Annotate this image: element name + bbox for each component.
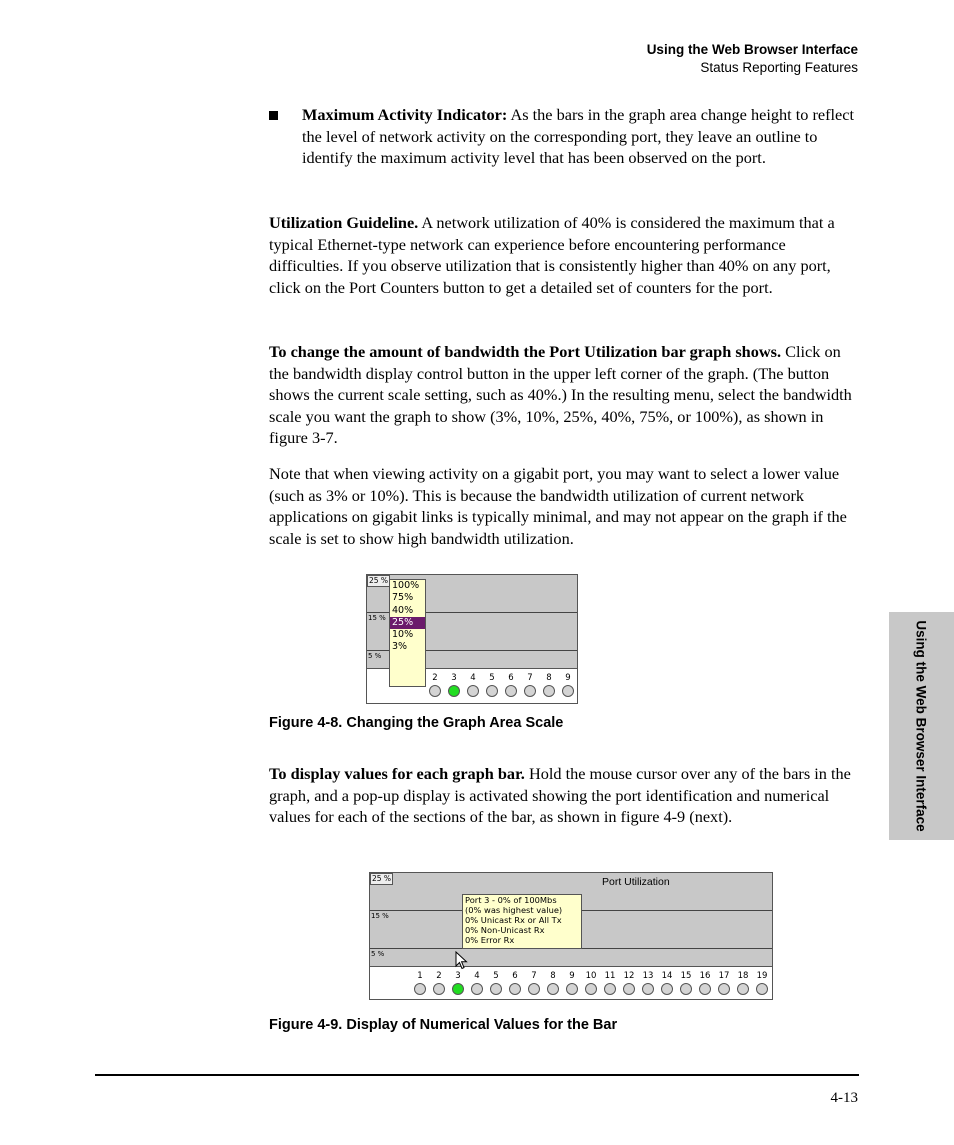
port-number: 19 bbox=[756, 971, 768, 981]
port-number: 16 bbox=[699, 971, 711, 981]
port-13-led[interactable] bbox=[642, 983, 654, 995]
port-number: 8 bbox=[550, 971, 556, 981]
figure-4-8-graph bbox=[366, 574, 578, 704]
mouse-cursor-icon bbox=[455, 951, 469, 971]
port-8-led[interactable] bbox=[547, 983, 559, 995]
port-number: 15 bbox=[680, 971, 692, 981]
port-number: 12 bbox=[623, 971, 635, 981]
scale-menu-item[interactable]: 25% bbox=[390, 617, 425, 629]
change-bandwidth-text: Click on the bandwidth display control button in the upper left corner of the graph. (The button shows the current scale setting, such as 40%.) In the resulting menu, select the bandwidth scale you want the graph to show (3%, 10%, 25%, 40%, 75%, or 100%), as shown in figure 3-7. bbox=[269, 342, 852, 447]
port-6-led[interactable] bbox=[505, 685, 517, 697]
port-5-led[interactable] bbox=[486, 685, 498, 697]
value-popup bbox=[462, 894, 582, 949]
gigabit-note-text: Note that when viewing activity on a gigabit port, you may want to select a lower value (such as 3% or 10%). This is because the bandwidth utilization of current network applications on gigabit links is typically minimal, and may not appear on the graph if the scale is set to show high bandwidth utilization. bbox=[269, 464, 847, 548]
port-12-led[interactable] bbox=[623, 983, 635, 995]
port-number: 8 bbox=[546, 673, 552, 683]
scale-button[interactable]: 25 % bbox=[372, 874, 392, 883]
port-18-led[interactable] bbox=[737, 983, 749, 995]
scale-label-15: 15 % bbox=[371, 912, 389, 920]
port-number: 1 bbox=[417, 971, 423, 981]
scale-label-5: 5 % bbox=[368, 652, 382, 660]
port-number: 6 bbox=[512, 971, 518, 981]
port-number: 4 bbox=[470, 673, 476, 683]
scale-menu[interactable] bbox=[389, 579, 426, 687]
port-8-led[interactable] bbox=[543, 685, 555, 697]
port-number: 9 bbox=[569, 971, 575, 981]
port-number: 7 bbox=[527, 673, 533, 683]
port-number: 5 bbox=[493, 971, 499, 981]
paragraph-change-bandwidth bbox=[269, 341, 859, 449]
popup-line: (0% was highest value) bbox=[465, 905, 563, 915]
port-7-led[interactable] bbox=[524, 685, 536, 697]
side-tab-label: Using the Web Browser Interface bbox=[913, 620, 929, 832]
paragraph-utilization bbox=[269, 212, 859, 298]
port-11-led[interactable] bbox=[604, 983, 616, 995]
bullet-square-icon bbox=[269, 111, 278, 120]
display-values-lead: To display values for each graph bar. bbox=[269, 764, 525, 783]
port-3-led[interactable] bbox=[452, 983, 464, 995]
port-number: 10 bbox=[585, 971, 597, 981]
bullet-text: As the bars in the graph area change height to reflect the level of network activity on the corresponding port, they leave an outline to identify the maximum activity level that has been observed on the port. bbox=[302, 105, 855, 167]
utilization-text: A network utilization of 40% is considered the maximum that a typical Ethernet-type network can experience before encountering performance difficulties. If you observe utilization that is consistently higher than 40% on any port, click on the Port Counters button to get a detailed set of counters for the port. bbox=[269, 213, 835, 297]
port-9-led[interactable] bbox=[566, 983, 578, 995]
figure-4-8-caption: Figure 4-8. Changing the Graph Area Scale bbox=[269, 715, 564, 731]
chart-title: Port Utilization bbox=[602, 876, 670, 888]
port-5-led[interactable] bbox=[490, 983, 502, 995]
header-title: Using the Web Browser Interface bbox=[646, 42, 858, 57]
display-values-text: Hold the mouse cursor over any of the bars in the graph, and a pop-up display is activated showing the port identification and numerical values for each of the sections of the bar, as shown in figure 4-9 (next). bbox=[269, 764, 851, 826]
figure-4-9-graph bbox=[369, 872, 773, 1000]
port-number: 3 bbox=[455, 971, 461, 981]
port-6-led[interactable] bbox=[509, 983, 521, 995]
port-number: 5 bbox=[489, 673, 495, 683]
port-2-led[interactable] bbox=[429, 685, 441, 697]
figure-4-9-caption: Figure 4-9. Display of Numerical Values for the Bar bbox=[269, 1017, 618, 1033]
port-4-led[interactable] bbox=[467, 685, 479, 697]
header-subtitle: Status Reporting Features bbox=[700, 60, 858, 75]
scale-menu-item[interactable]: 100% bbox=[392, 580, 420, 591]
scale-menu-item[interactable]: 10% bbox=[392, 629, 414, 641]
port-number: 7 bbox=[531, 971, 537, 981]
port-9-led[interactable] bbox=[562, 685, 574, 697]
port-10-led[interactable] bbox=[585, 983, 597, 995]
port-1-led[interactable] bbox=[414, 983, 426, 995]
port-number: 2 bbox=[436, 971, 442, 981]
port-14-led[interactable] bbox=[661, 983, 673, 995]
side-tab bbox=[889, 612, 954, 840]
port-number: 4 bbox=[474, 971, 480, 981]
paragraph-gigabit-note bbox=[269, 463, 859, 549]
scale-menu-item[interactable]: 40% bbox=[392, 604, 414, 616]
port-number: 9 bbox=[565, 673, 571, 683]
port-number: 13 bbox=[642, 971, 654, 981]
port-number: 14 bbox=[661, 971, 673, 981]
bullet-lead: Maximum Activity Indicator: bbox=[302, 105, 508, 124]
port-number: 6 bbox=[508, 673, 514, 683]
popup-line: 0% Non-Unicast Rx bbox=[465, 925, 545, 935]
running-header bbox=[647, 41, 858, 77]
change-bandwidth-lead: To change the amount of bandwidth the Port Utilization bar graph shows. bbox=[269, 342, 782, 361]
utilization-lead: Utilization Guideline. bbox=[269, 213, 419, 232]
paragraph-display-values bbox=[269, 763, 859, 828]
scale-label-15: 15 % bbox=[368, 614, 386, 622]
port-number: 18 bbox=[737, 971, 749, 981]
scale-label-5: 5 % bbox=[371, 950, 385, 958]
page-number: 4-13 bbox=[830, 1090, 858, 1106]
port-number: 17 bbox=[718, 971, 730, 981]
port-3-led[interactable] bbox=[448, 685, 460, 697]
popup-line: 0% Unicast Rx or All Tx bbox=[465, 915, 562, 925]
port-4-led[interactable] bbox=[471, 983, 483, 995]
bullet-max-activity bbox=[269, 104, 859, 169]
port-2-led[interactable] bbox=[433, 983, 445, 995]
port-number: 2 bbox=[432, 673, 438, 683]
port-17-led[interactable] bbox=[718, 983, 730, 995]
footer-rule bbox=[95, 1074, 859, 1076]
port-number: 11 bbox=[604, 971, 616, 981]
port-7-led[interactable] bbox=[528, 983, 540, 995]
scale-menu-item[interactable]: 75% bbox=[392, 592, 414, 604]
port-15-led[interactable] bbox=[680, 983, 692, 995]
scale-button[interactable]: 25 % bbox=[369, 576, 389, 585]
port-19-led[interactable] bbox=[756, 983, 768, 995]
popup-line: Port 3 - 0% of 100Mbs bbox=[465, 895, 557, 905]
port-number: 3 bbox=[451, 673, 457, 683]
popup-line: 0% Error Rx bbox=[465, 935, 515, 945]
port-16-led[interactable] bbox=[699, 983, 711, 995]
scale-menu-item[interactable]: 3% bbox=[392, 641, 408, 653]
